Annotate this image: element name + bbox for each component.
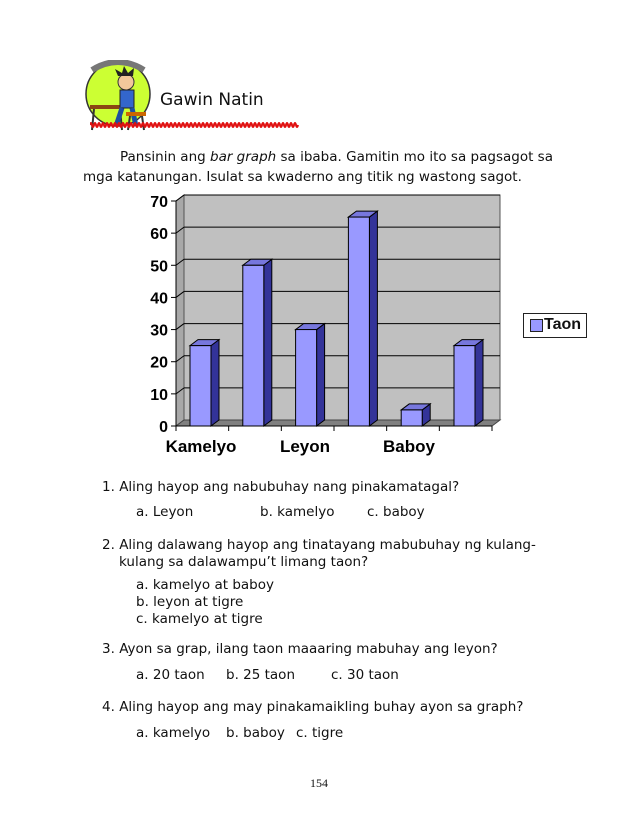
- intro-text-start: Pansinin ang: [120, 149, 210, 165]
- option: b. 25 taon: [226, 667, 296, 683]
- question-3: [102, 640, 498, 658]
- x-tick-label: Baboy: [383, 437, 435, 456]
- bar-side: [211, 340, 219, 426]
- bar: [190, 346, 211, 426]
- option: c. baboy: [367, 504, 425, 520]
- plot-floor: [176, 420, 500, 426]
- option: c. 30 taon: [331, 667, 399, 683]
- wavy-underline: [90, 120, 300, 130]
- question-text: Aling hayop ang may pinakamaikling buhay ayon sa graph?: [119, 699, 524, 715]
- question-number: 2.: [102, 537, 115, 553]
- question-2: [102, 536, 536, 554]
- option: b. leyon at tigre: [136, 594, 244, 610]
- option: b. baboy: [226, 725, 285, 741]
- bar-side: [264, 259, 272, 426]
- question-number: 1.: [102, 479, 115, 495]
- y-tick-label: 60: [150, 226, 168, 244]
- question-1: [102, 478, 459, 496]
- bar-side: [475, 340, 483, 426]
- option: c. tigre: [296, 725, 344, 741]
- intro-line-2: mga katanungan. Isulat sa kwaderno ang titik ng wastong sagot.: [83, 169, 522, 185]
- legend-label: Taon: [544, 316, 582, 333]
- option: a. 20 taon: [136, 667, 205, 683]
- option: a. kamelyo: [136, 725, 211, 741]
- option: a. kamelyo at baboy: [136, 577, 274, 593]
- section-title: Gawin Natin: [160, 90, 264, 110]
- x-tick-label: Leyon: [279, 437, 331, 456]
- question-text: Ayon sa grap, ilang taon maaaring mabuhay ang leyon?: [119, 641, 498, 657]
- intro-emphasis: bar graph: [210, 149, 277, 165]
- question-number: 4.: [102, 699, 115, 715]
- y-tick-label: 0: [159, 419, 168, 436]
- bar: [296, 330, 317, 426]
- question-4: [102, 698, 523, 716]
- bar: [348, 217, 369, 426]
- option: b. kamelyo: [260, 504, 335, 520]
- intro-text-end: sa ibaba. Gamitin mo ito sa pagsagot sa: [276, 149, 553, 165]
- bar: [401, 410, 422, 426]
- question-text: Aling dalawang hayop ang tinatayang mabubuhay ng kulang-: [119, 537, 536, 553]
- y-tick-label: 70: [150, 194, 168, 211]
- bar-side: [369, 211, 377, 426]
- question-number: 3.: [102, 641, 115, 657]
- question-text-line-2: kulang sa dalawampu’t limang taon?: [119, 554, 369, 570]
- bar-chart: [120, 192, 505, 462]
- y-tick-label: 50: [150, 258, 168, 276]
- question-text: Aling hayop ang nabubuhay nang pinakamatagal?: [119, 479, 460, 495]
- bar-side: [317, 324, 325, 426]
- y-tick-label: 10: [150, 386, 168, 404]
- plot-background: [184, 195, 500, 420]
- option: c. kamelyo at tigre: [136, 611, 263, 627]
- legend-swatch: [530, 319, 543, 332]
- x-tick-label: Kamelyo: [165, 437, 237, 456]
- bar: [243, 265, 264, 426]
- y-tick-label: 40: [150, 290, 168, 308]
- option: a. Leyon: [136, 504, 194, 520]
- y-tick-label: 20: [150, 354, 168, 372]
- chart-legend: [523, 313, 587, 338]
- instructions-paragraph: [83, 147, 563, 187]
- page-number: 154: [310, 776, 328, 790]
- y-tick-label: 30: [150, 322, 168, 340]
- bar: [454, 346, 475, 426]
